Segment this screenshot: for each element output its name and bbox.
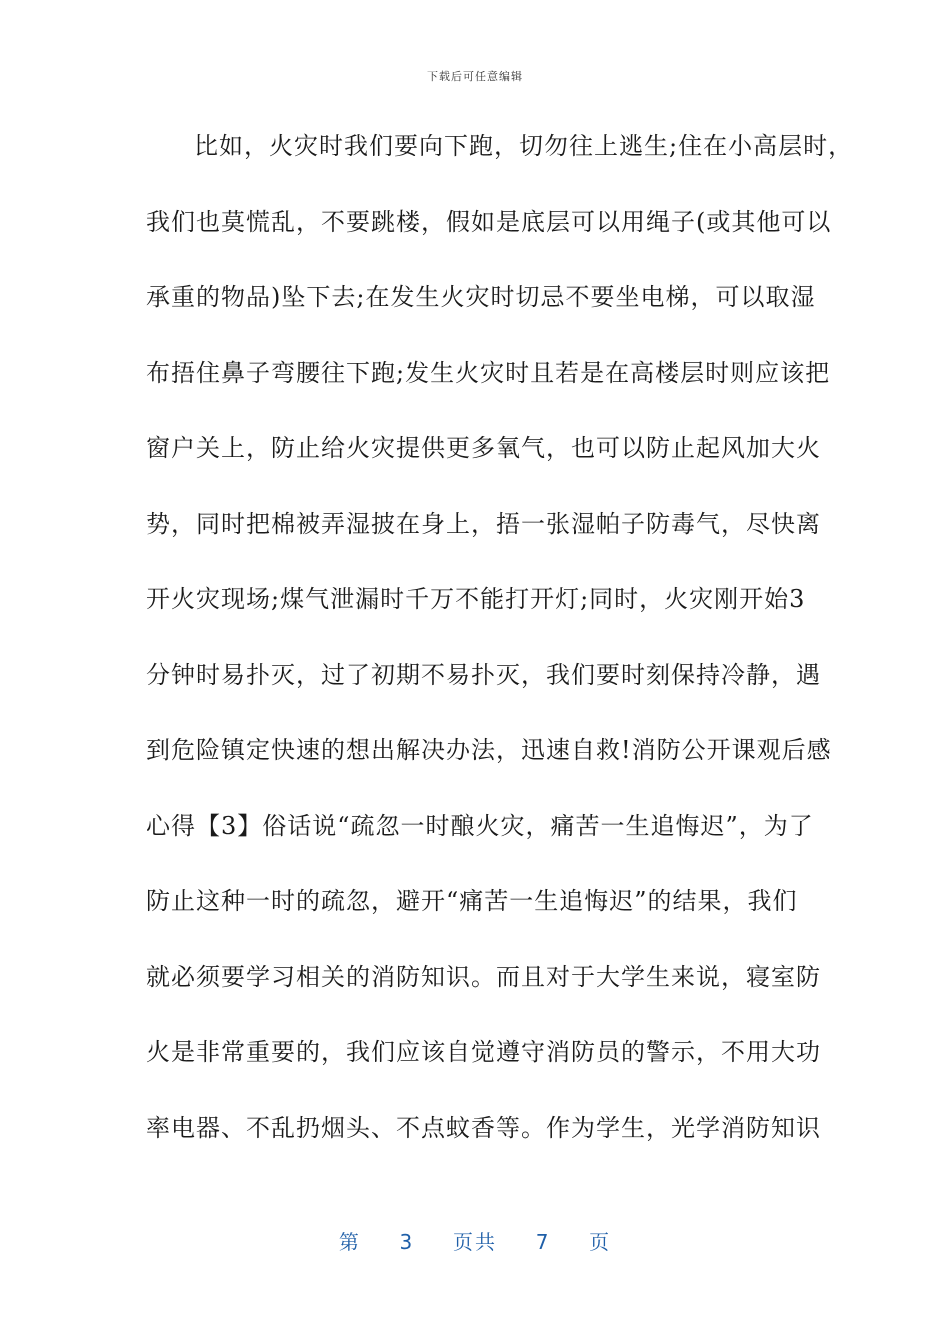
current-page-number: 3 [399, 1230, 415, 1254]
paragraph-line: 到危险镇定快速的想出解决办法，迅速自救!消防公开课观后感 [146, 736, 832, 764]
page-number-footer [0, 1226, 950, 1255]
page-mid-label: 页共 [453, 1230, 497, 1254]
paragraph-line: 窗户关上，防止给火灾提供更多氧气，也可以防止起风加大火 [146, 434, 821, 462]
paragraph-line: 承重的物品)坠下去;在发生火灾时切忌不要坐电梯，可以取湿 [146, 283, 816, 311]
paragraph-line: 开火灾现场;煤气泄漏时千万不能打开灯;同时，火灾刚开始3 [146, 585, 806, 613]
page-prefix: 第 [338, 1230, 361, 1254]
document-body [146, 126, 854, 1183]
page-header: 下载后可任意编辑 [427, 70, 523, 83]
total-pages-number: 7 [535, 1230, 551, 1254]
paragraph-line: 心得【3】俗话说“疏忽一时酿火灾，痛苦一生追悔迟”，为了 [146, 811, 814, 840]
paragraph-line: 火是非常重要的，我们应该自觉遵守消防员的警示，不用大功 [146, 1038, 821, 1066]
paragraph-line: 势，同时把棉被弄湿披在身上，捂一张湿帕子防毒气，尽快离 [146, 509, 821, 538]
paragraph-line: 我们也莫慌乱，不要跳楼，假如是底层可以用绳子(或其他可以 [146, 207, 832, 236]
paragraph-line: 率电器、不乱扔烟头、不点蚊香等。作为学生，光学消防知识 [146, 1113, 821, 1142]
paragraph-line: 就必须要学习相关的消防知识。而且对于大学生来说，寝室防 [146, 962, 821, 991]
page-suffix: 页 [589, 1230, 612, 1254]
paragraph-line: 防止这种一时的疏忽，避开“痛苦一生追悔迟”的结果，我们 [146, 887, 798, 915]
paragraph-line: 布捂住鼻子弯腰往下跑;发生火灾时且若是在高楼层时则应该把 [146, 358, 831, 387]
paragraph-line: 比如，火灾时我们要向下跑，切勿往上逃生;住在小高层时， [194, 132, 854, 160]
paragraph-line: 分钟时易扑灭，过了初期不易扑灭，我们要时刻保持冷静，遇 [146, 660, 821, 689]
